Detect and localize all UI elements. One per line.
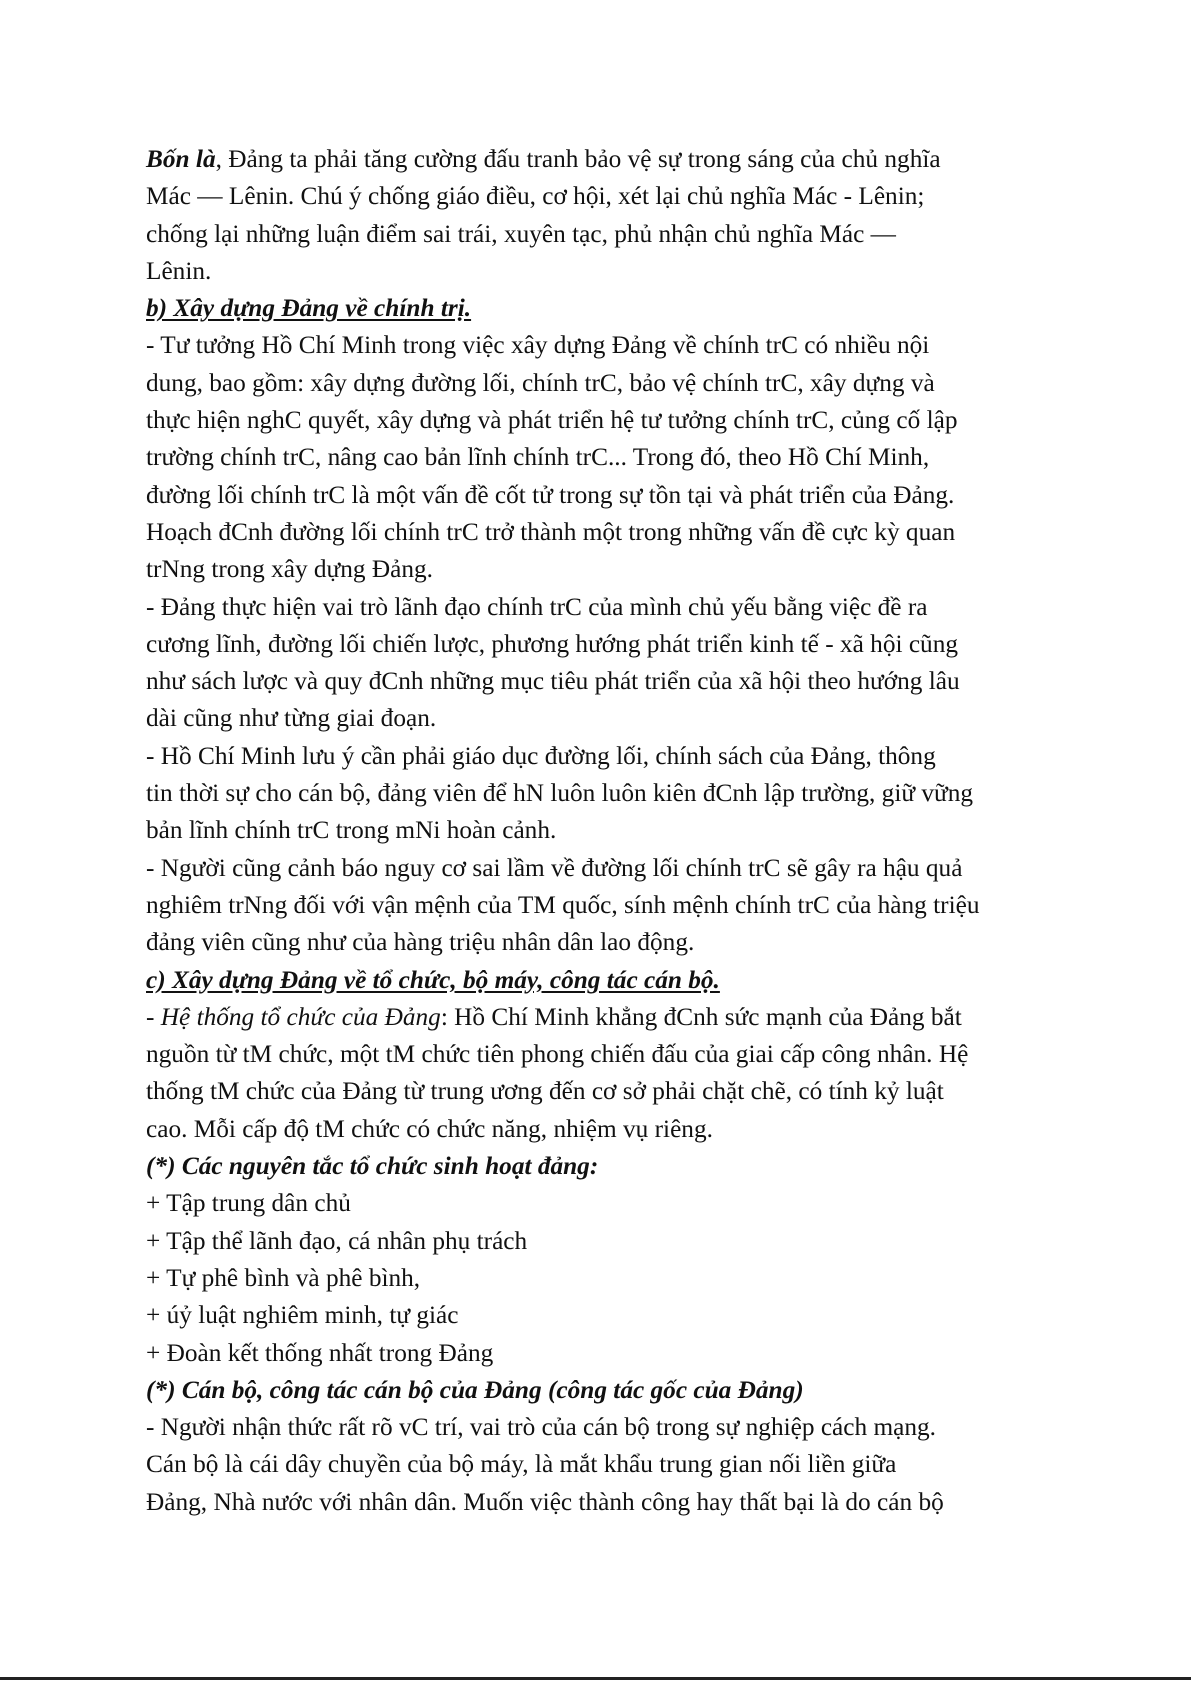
text-line — [146, 365, 1076, 402]
text-line — [146, 439, 1076, 476]
text-line — [146, 1036, 1076, 1073]
text-line — [146, 1111, 1076, 1148]
emphasis-text: (*) Cán bộ, công tác cán bộ của Đảng (công tác gốc của Đảng) — [146, 1375, 804, 1404]
body-text: trường chính trC, nâng cao bản lĩnh chính trC... Trong đó, theo Hồ Chí Minh, — [146, 443, 930, 472]
body-text: nghiêm trNng đối với vận mệnh của TM quốc, sính mệnh chính trC của hàng triệu — [146, 890, 980, 919]
body-text: bản lĩnh chính trC trong mNi hoàn cảnh. — [146, 816, 557, 845]
body-text: thống tM chức của Đảng từ trung ương đến cơ sở phải chặt chẽ, có tính kỷ luật — [146, 1077, 944, 1106]
body-text: + Tự phê bình và phê bình, — [146, 1263, 421, 1292]
text-line — [146, 1148, 1076, 1185]
text-line — [146, 924, 1076, 961]
text-line — [146, 551, 1076, 588]
text-line — [146, 141, 1076, 178]
body-text: Hoạch đCnh đường lối chính trC trở thành một trong những vấn đề cực kỳ quan — [146, 517, 956, 546]
text-line — [146, 514, 1076, 551]
body-text: - Tư tưởng Hồ Chí Minh trong việc xây dựng Đảng về chính trC có nhiều nội — [146, 331, 930, 360]
body-text: như sách lược và quy đCnh những mục tiêu phát triển của xã hội theo hướng lâu — [146, 667, 960, 696]
body-text: + Tập trung dân chủ — [146, 1189, 351, 1218]
body-text: Cán bộ là cái dây chuyền của bộ máy, là mắt khẩu trung gian nối liền giữa — [146, 1450, 897, 1479]
document-body — [146, 141, 1076, 1521]
text-line — [146, 1335, 1076, 1372]
text-line — [146, 290, 1076, 327]
text-line — [146, 962, 1076, 999]
body-text: cương lĩnh, đường lối chiến lược, phương hướng phát triển kinh tế - xã hội cũng — [146, 629, 958, 658]
text-line — [146, 663, 1076, 700]
text-line — [146, 1297, 1076, 1334]
text-line — [146, 1446, 1076, 1483]
body-text: trNng trong xây dựng Đảng. — [146, 555, 434, 584]
text-line — [146, 850, 1076, 887]
text-line — [146, 1185, 1076, 1222]
text-line — [146, 1073, 1076, 1110]
text-line — [146, 775, 1076, 812]
body-text: - Người nhận thức rất rõ vC trí, vai trò của cán bộ trong sự nghiệp cách mạng. — [146, 1413, 937, 1442]
body-text: đảng viên cũng như của hàng triệu nhân dân lao động. — [146, 928, 695, 957]
section-heading: b) Xây dựng Đảng về chính trị. — [146, 294, 472, 323]
body-text: cao. Mỗi cấp độ tM chức có chức năng, nhiệm vụ riêng. — [146, 1114, 713, 1143]
body-text: + Tập thể lãnh đạo, cá nhân phụ trách — [146, 1226, 528, 1255]
body-text: + Đoàn kết thống nhất trong Đảng — [146, 1338, 494, 1367]
body-text: Lênin. — [146, 256, 212, 285]
text-line — [146, 178, 1076, 215]
text-line — [146, 738, 1076, 775]
body-text: : Hồ Chí Minh khẳng đCnh sức mạnh của Đảng bắt — [440, 1002, 962, 1031]
body-text: Đảng, Nhà nước với nhân dân. Muốn việc thành công hay thất bại là do cán bộ — [146, 1487, 944, 1516]
text-line — [146, 999, 1076, 1036]
body-text: - Đảng thực hiện vai trò lãnh đạo chính trC của mình chủ yếu bằng việc đề ra — [146, 592, 928, 621]
text-line — [146, 327, 1076, 364]
emphasis-text: (*) Các nguyên tắc tổ chức sinh hoạt đảng: — [146, 1152, 599, 1181]
body-text: tin thời sự cho cán bộ, đảng viên để hN luôn luôn kiên đCnh lập trường, giữ vững — [146, 779, 974, 808]
text-line — [146, 589, 1076, 626]
text-line — [146, 216, 1076, 253]
page-bottom-rule — [0, 1677, 1191, 1680]
body-text: dài cũng như từng giai đoạn. — [146, 704, 437, 733]
body-text: - — [146, 1002, 161, 1031]
body-text: đường lối chính trC là một vấn đề cốt tử trong sự tồn tại và phát triển của Đảng. — [146, 480, 955, 509]
body-text: dung, bao gồm: xây dựng đường lối, chính trC, bảo vệ chính trC, xây dựng và — [146, 368, 935, 397]
body-text: Mác — Lênin. Chú ý chống giáo điều, cơ hội, xét lại chủ nghĩa Mác - Lênin; — [146, 182, 925, 211]
body-text: thực hiện nghC quyết, xây dựng và phát triển hệ tư tưởng chính trC, củng cố lập — [146, 406, 958, 435]
body-text: , Đảng ta phải tăng cường đấu tranh bảo vệ sự trong sáng của chủ nghĩa — [215, 145, 941, 173]
text-line — [146, 253, 1076, 290]
emphasis-text: Bốn là — [146, 145, 216, 173]
text-line — [146, 700, 1076, 737]
body-text: Hệ thống tổ chức của Đảng — [160, 1002, 441, 1031]
body-text: + úỷ luật nghiêm minh, tự giác — [146, 1301, 459, 1330]
body-text: chống lại những luận điểm sai trái, xuyên tạc, phủ nhận chủ nghĩa Mác — — [146, 219, 896, 248]
text-line — [146, 1484, 1076, 1521]
text-line — [146, 626, 1076, 663]
text-line — [146, 477, 1076, 514]
section-heading: c) Xây dựng Đảng về tổ chức, bộ máy, công tác cán bộ. — [146, 965, 720, 994]
text-line — [146, 812, 1076, 849]
text-line — [146, 1409, 1076, 1446]
body-text: - Hồ Chí Minh lưu ý cần phải giáo dục đường lối, chính sách của Đảng, thông — [146, 741, 936, 770]
text-line — [146, 887, 1076, 924]
body-text: - Người cũng cảnh báo nguy cơ sai lầm về đường lối chính trC sẽ gây ra hậu quả — [146, 853, 963, 882]
text-line — [146, 1372, 1076, 1409]
text-line — [146, 402, 1076, 439]
body-text: nguồn từ tM chức, một tM chức tiên phong chiến đấu của giai cấp công nhân. Hệ — [146, 1040, 969, 1069]
text-line — [146, 1223, 1076, 1260]
text-line — [146, 1260, 1076, 1297]
